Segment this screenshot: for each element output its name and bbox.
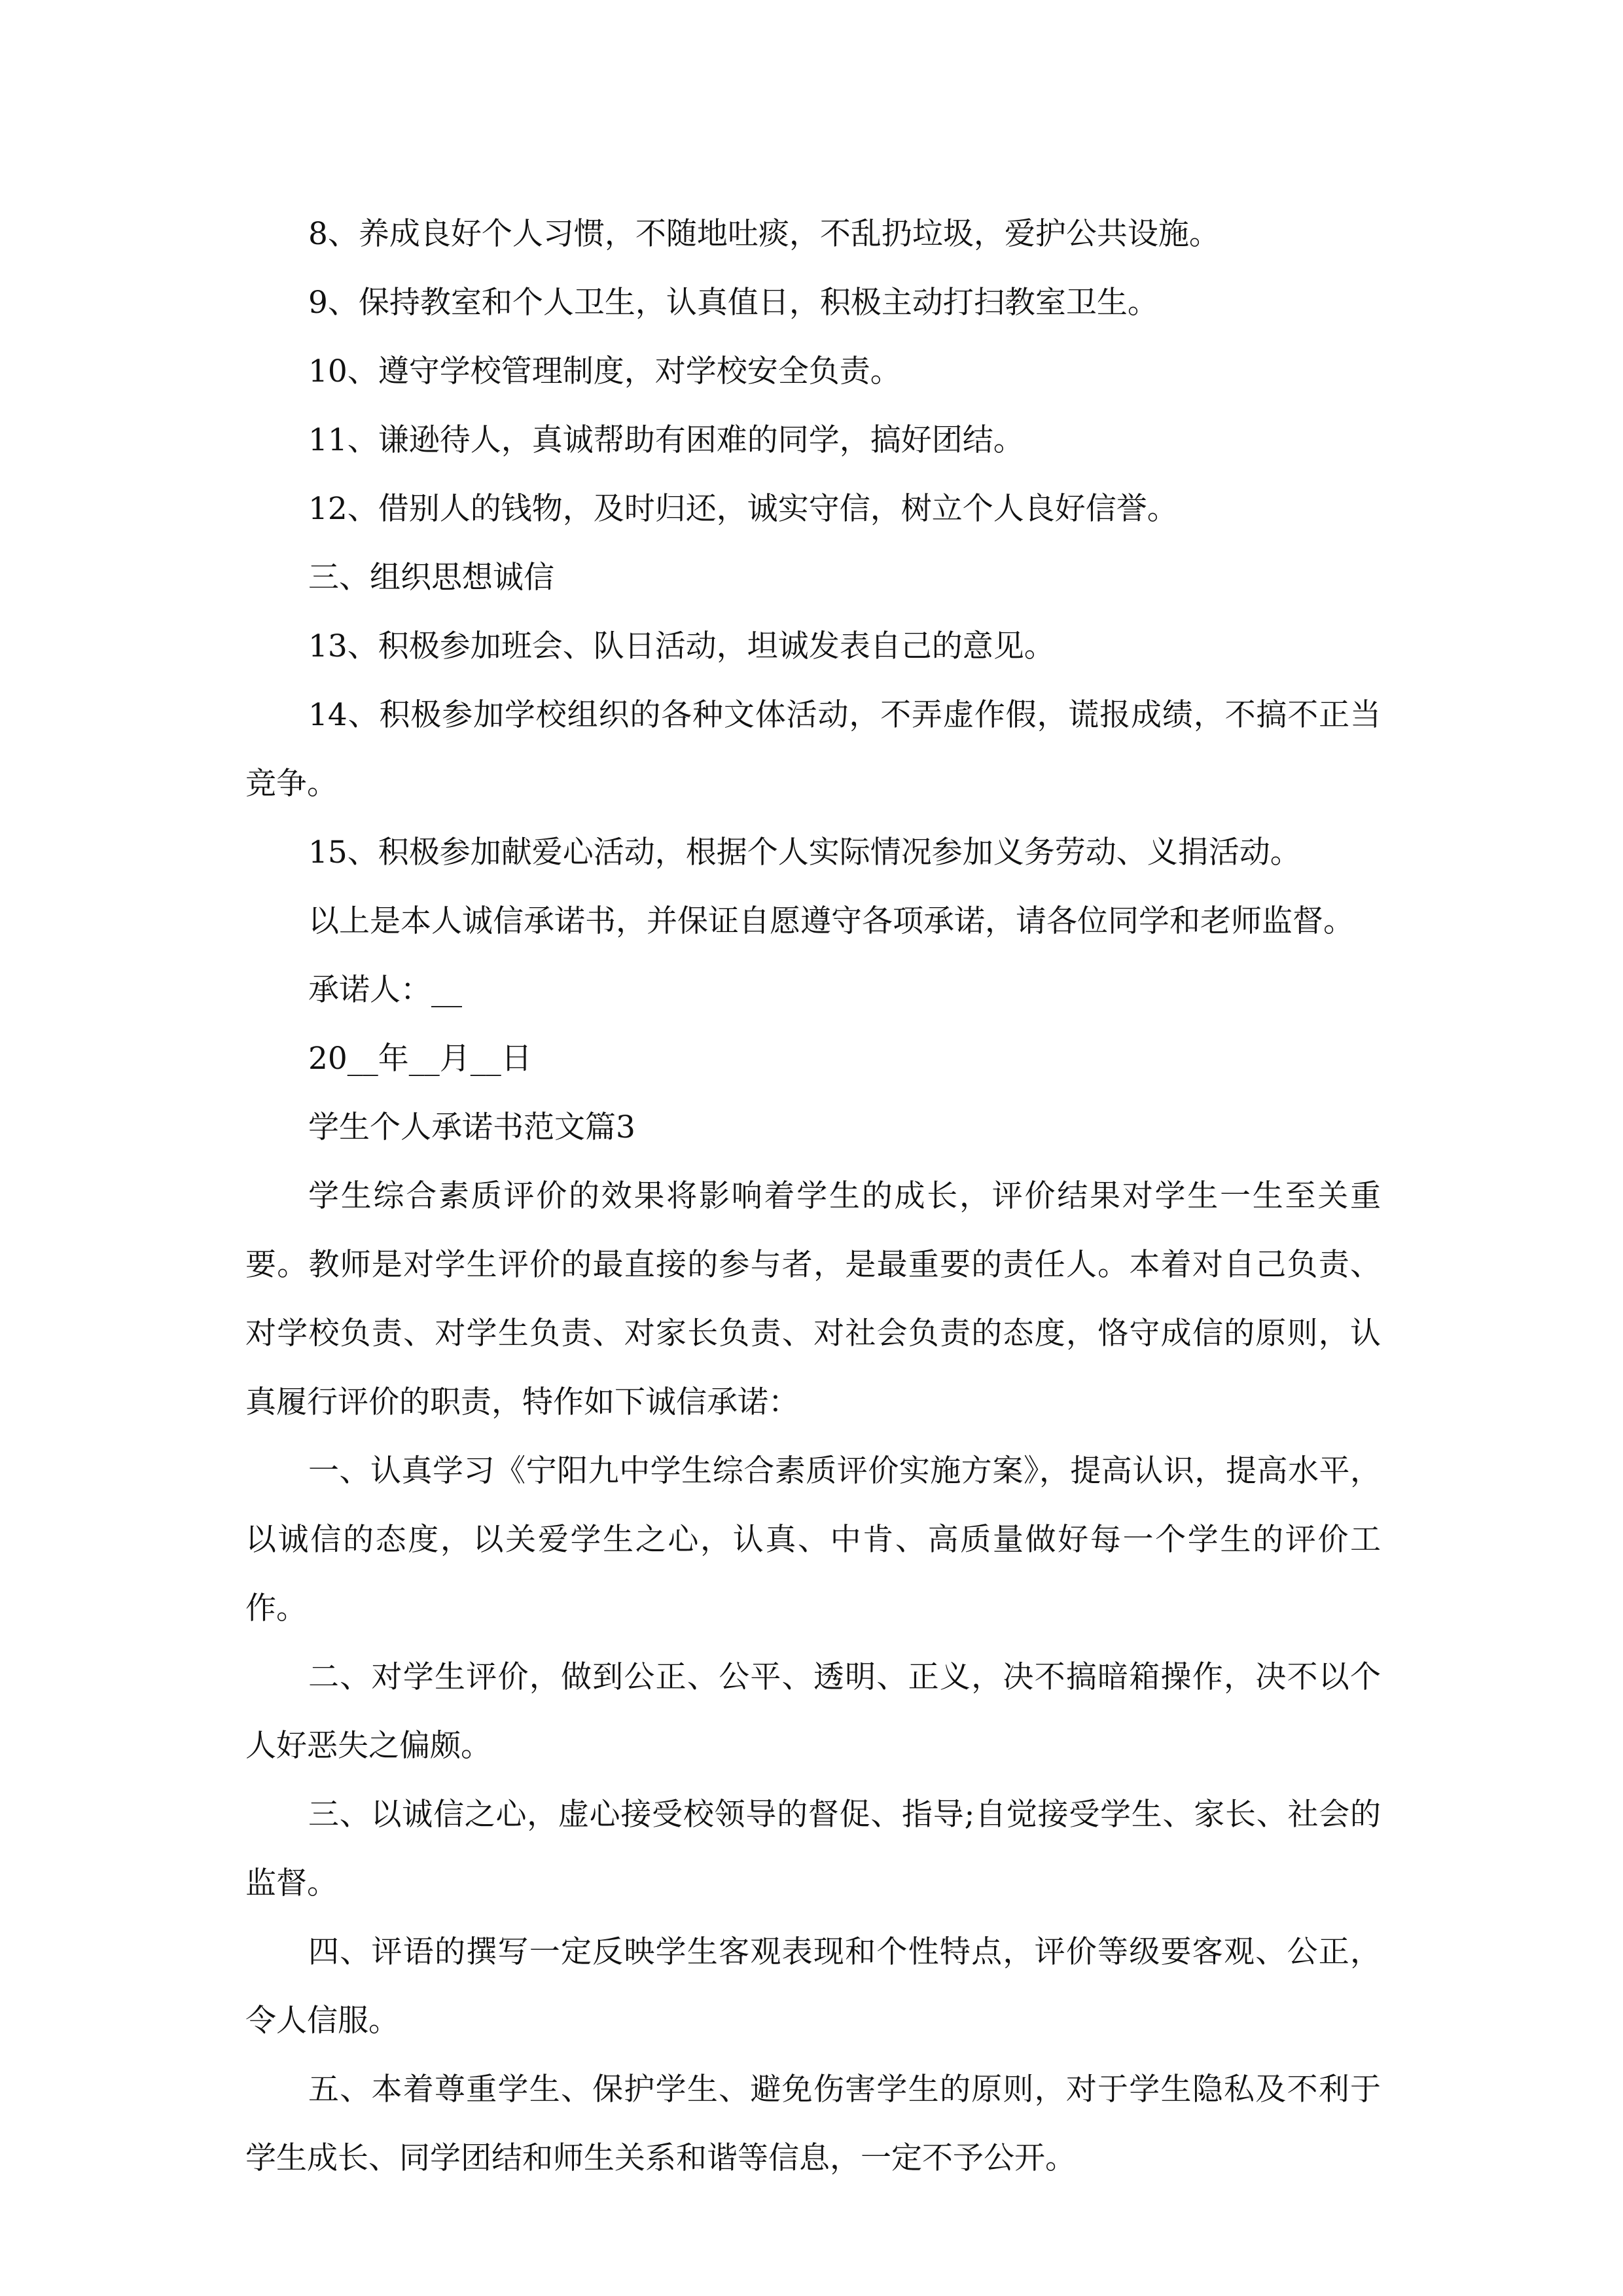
section-heading-organization: 三、组织思想诚信 [308,560,554,596]
paragraph-point-2: 二、对学生评价，做到公正、公平、透明、正义，决不搞暗箱操作，决不以个人好恶失之偏颇。 [245,1659,1381,1764]
paragraph-item-14: 14、积极参加学校组织的各种文体活动，不弄虚作假，谎报成绩，不搞不正当竞争。 [245,697,1381,802]
paragraph-point-1: 一、认真学习《宁阳九中学生综合素质评价实施方案》，提高认识，提高水平，以诚信的态度，以关爱学生之心，认真、中肯、高质量做好每一个学生的评价工作。 [245,1453,1381,1626]
signature-line: 承诺人：__ [308,972,462,1008]
paragraph-intro: 学生综合素质评价的效果将影响着学生的成长，评价结果对学生一生至关重要。教师是对学生评价的最直接的参与者，是最重要的责任人。本着对自己负责、对学校负责、对学生负责、对家长负责、对社会负责的态度，恪守成信的原则，认真履行评价的职责，特作如下诚信承诺： [245,1178,1381,1420]
paragraph-item-8: 8、养成良好个人习惯，不随地吐痰，不乱扔垃圾，爱护公共设施。 [308,216,1220,252]
paragraph-point-3: 三、以诚信之心，虚心接受校领导的督促、指导;自觉接受学生、家长、社会的监督。 [245,1797,1381,1901]
paragraph-point-4: 四、评语的撰写一定反映学生客观表现和个性特点，评价等级要客观、公正，令人信服。 [245,1934,1381,2039]
article-title: 学生个人承诺书范文篇3 [308,1109,635,1145]
document-body [245,200,1381,2193]
paragraph-point-5: 五、本着尊重学生、保护学生、避免伤害学生的原则，对于学生隐私及不利于学生成长、同学团结和师生关系和谐等信息，一定不予公开。 [245,2072,1381,2176]
paragraph-item-12: 12、借别人的钱物，及时归还，诚实守信，树立个人良好信誉。 [308,491,1178,527]
paragraph-item-9: 9、保持教室和个人卫生，认真值日，积极主动打扫教室卫生。 [308,285,1158,321]
date-line: 20__年__月__日 [308,1041,532,1077]
paragraph-item-13: 13、积极参加班会、队日活动，坦诚发表自己的意见。 [308,628,1055,664]
paragraph-item-11: 11、谦逊待人，真诚帮助有困难的同学，搞好团结。 [308,422,1024,458]
paragraph-item-10: 10、遵守学校管理制度，对学校安全负责。 [308,353,901,389]
paragraph-item-15: 15、积极参加献爱心活动，根据个人实际情况参加义务劳动、义捐活动。 [308,834,1301,870]
closing-statement: 以上是本人诚信承诺书，并保证自愿遵守各项承诺，请各位同学和老师监督。 [308,903,1354,939]
